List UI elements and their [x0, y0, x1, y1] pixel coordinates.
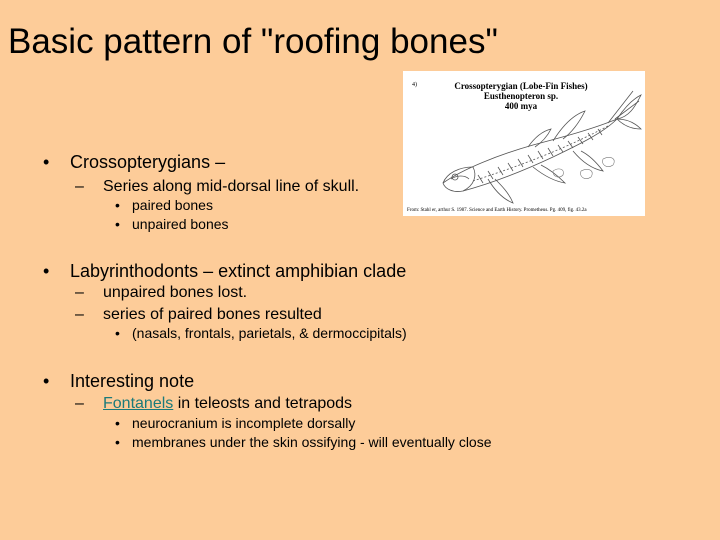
item-unpaired-bones [115, 216, 229, 232]
item-text: membranes under the skin ossifying - will eventually close [132, 434, 492, 450]
bullet-marker: • [115, 325, 120, 341]
sub-bullet-paired-resulted [75, 306, 322, 324]
fontanels-link[interactable]: Fontanels [103, 395, 174, 412]
item-text: neurocranium is incomplete dorsally [132, 415, 356, 431]
fish-illustration [403, 71, 645, 216]
figure-credit: From: Stahl er, arthur S. 1987. Science and Earth History. Prometheus. Pg. 409, fig. 43.2a [407, 208, 587, 213]
bullet-labyrinthodonts [43, 261, 406, 282]
bullet-text: Labyrinthodonts – extinct amphibian clade [70, 261, 407, 281]
item-bone-names [115, 325, 407, 341]
figure-heading-line1: Crossopterygian (Lobe-Fin Fishes) [454, 81, 588, 91]
item-text: unpaired bones [132, 216, 229, 232]
figure-heading-line3: 400 mya [504, 101, 538, 111]
sub-bullet-text: series of paired bones resulted [103, 306, 322, 323]
sub-bullet-fontanels [75, 395, 352, 413]
sub-bullet-unpaired-lost [75, 284, 247, 302]
bullet-interesting-note [43, 371, 194, 392]
bullet-text: Crossopterygians – [70, 152, 226, 172]
sub-bullet-text: unpaired bones lost. [103, 284, 248, 301]
sub-bullet-text: Series along mid-dorsal line of skull. [103, 178, 360, 195]
item-text: (nasals, frontals, parietals, & dermoccipitals) [132, 325, 407, 341]
dash-marker: – [75, 306, 84, 323]
bullet-text: Interesting note [70, 371, 195, 391]
bullet-marker: • [115, 415, 120, 431]
bullet-marker: • [43, 152, 50, 172]
bullet-marker: • [115, 434, 120, 450]
bullet-marker: • [115, 197, 120, 213]
sub-bullet-text: in teleosts and tetrapods [173, 395, 353, 412]
figure-heading-line2: Eusthenopteron sp. [483, 91, 559, 101]
item-neurocranium [115, 415, 355, 431]
dash-marker: – [75, 395, 84, 412]
bullet-marker: • [115, 216, 120, 232]
item-membranes [115, 434, 492, 450]
bullet-marker: • [43, 371, 50, 391]
figure-heading [431, 81, 611, 111]
dash-marker: – [75, 284, 84, 301]
slide-title: Basic pattern of "roofing bones" [8, 22, 498, 61]
sub-bullet-series [75, 178, 359, 196]
item-paired-bones [115, 197, 213, 213]
figure-number: 4) [412, 82, 417, 88]
dash-marker: – [75, 178, 84, 195]
bullet-crossopterygians [43, 152, 225, 173]
item-text: paired bones [132, 197, 213, 213]
bullet-marker: • [43, 261, 50, 281]
